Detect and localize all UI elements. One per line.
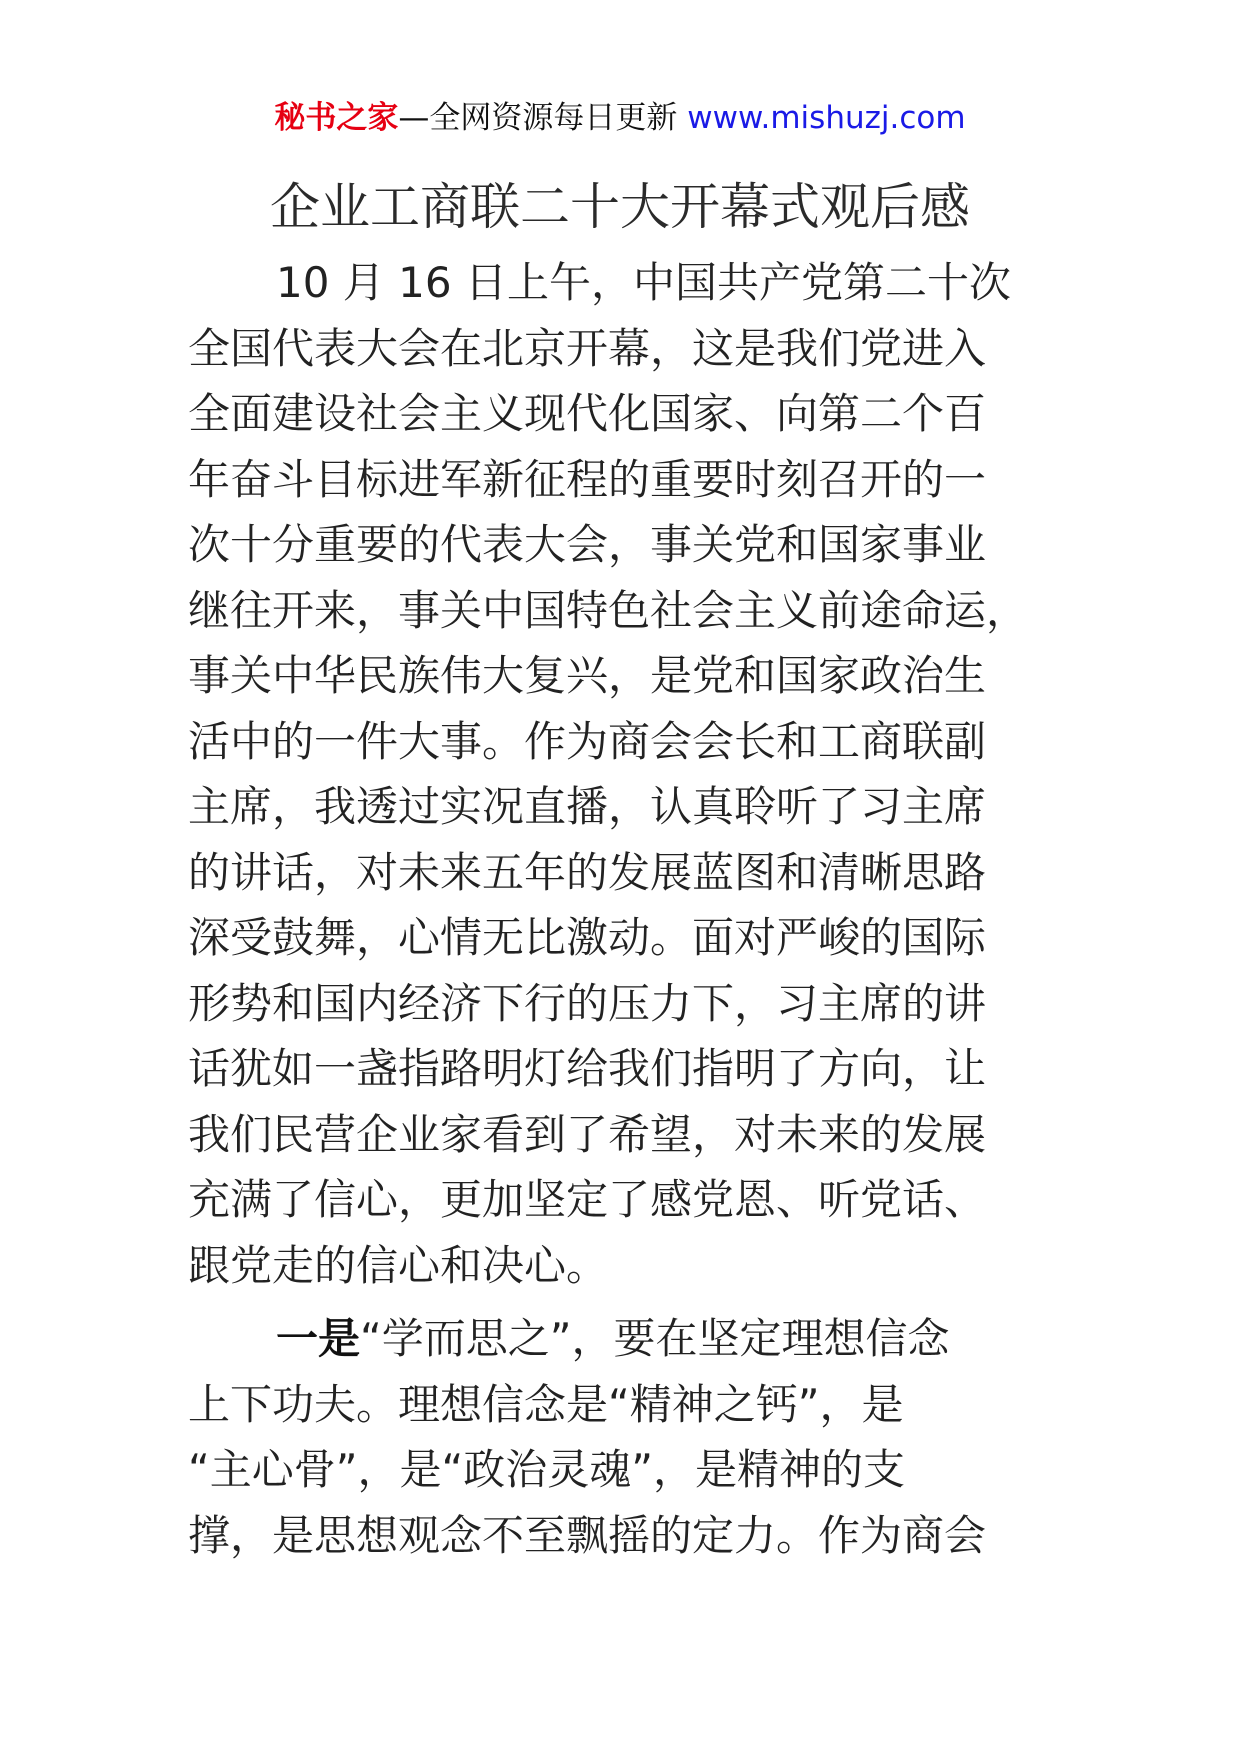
paragraph-line: 主席，我透过实况直播，认真聆听了习主席	[188, 782, 987, 831]
paragraph-line: 全面建设社会主义现代化国家、向第二个百	[188, 389, 987, 438]
site-url-link[interactable]: www.mishuzj.com	[687, 100, 966, 136]
paragraph-line: 我们民营企业家看到了希望，对未来的发展	[188, 1109, 987, 1159]
site-header	[0, 98, 1240, 138]
paragraph-line: 10 月 16 日上午，中国共产党第二十次	[276, 258, 1011, 307]
paragraph-line: 充满了信心，更加坚定了感党恩、听党话、	[188, 1175, 987, 1224]
site-brand[interactable]: 秘书之家	[274, 100, 399, 136]
paragraph-line: 继往开来，事关中国特色社会主义前途命运，	[188, 585, 1029, 635]
paragraph-line: 上下功夫。理想信念是“精神之钙”，是	[188, 1379, 904, 1429]
paragraph-2	[188, 1306, 1068, 1568]
paragraph-1	[188, 250, 1068, 1298]
paragraph-line-text: “学而思之”，要在坚定理想信念	[360, 1314, 950, 1363]
paragraph-line: “主心骨”，是“政治灵魂”，是精神的支	[188, 1445, 906, 1494]
document-title: 企业工商联二十大开幕式观后感	[270, 178, 970, 236]
site-tagline: —全网资源每日更新	[398, 100, 688, 136]
paragraph-line: 事关中华民族伟大复兴，是党和国家政治生	[188, 651, 987, 700]
paragraph-line	[188, 1306, 1068, 1372]
paragraph-line: 跟党走的信心和决心。	[188, 1240, 609, 1290]
paragraph-line: 次十分重要的代表大会，事关党和国家事业	[188, 520, 987, 569]
paragraph-spacer	[188, 1298, 1068, 1306]
document-body	[188, 250, 1068, 1568]
paragraph-line: 话犹如一盏指路明灯给我们指明了方向，让	[188, 1044, 987, 1093]
paragraph-line: 全国代表大会在北京开幕，这是我们党进入	[188, 323, 987, 373]
paragraph-line: 深受鼓舞，心情无比激动。面对严峻的国际	[188, 913, 987, 962]
paragraph-lead-bold: 一是	[276, 1314, 361, 1363]
paragraph-line: 形势和国内经济下行的压力下，习主席的讲	[188, 978, 987, 1028]
paragraph-line: 活中的一件大事。作为商会会长和工商联副	[188, 716, 987, 766]
paragraph-line: 撑，是思想观念不至飘摇的定力。作为商会	[188, 1510, 987, 1560]
paragraph-line: 的讲话，对未来五年的发展蓝图和清晰思路	[188, 847, 987, 897]
paragraph-line: 年奋斗目标进军新征程的重要时刻召开的一	[188, 454, 987, 504]
